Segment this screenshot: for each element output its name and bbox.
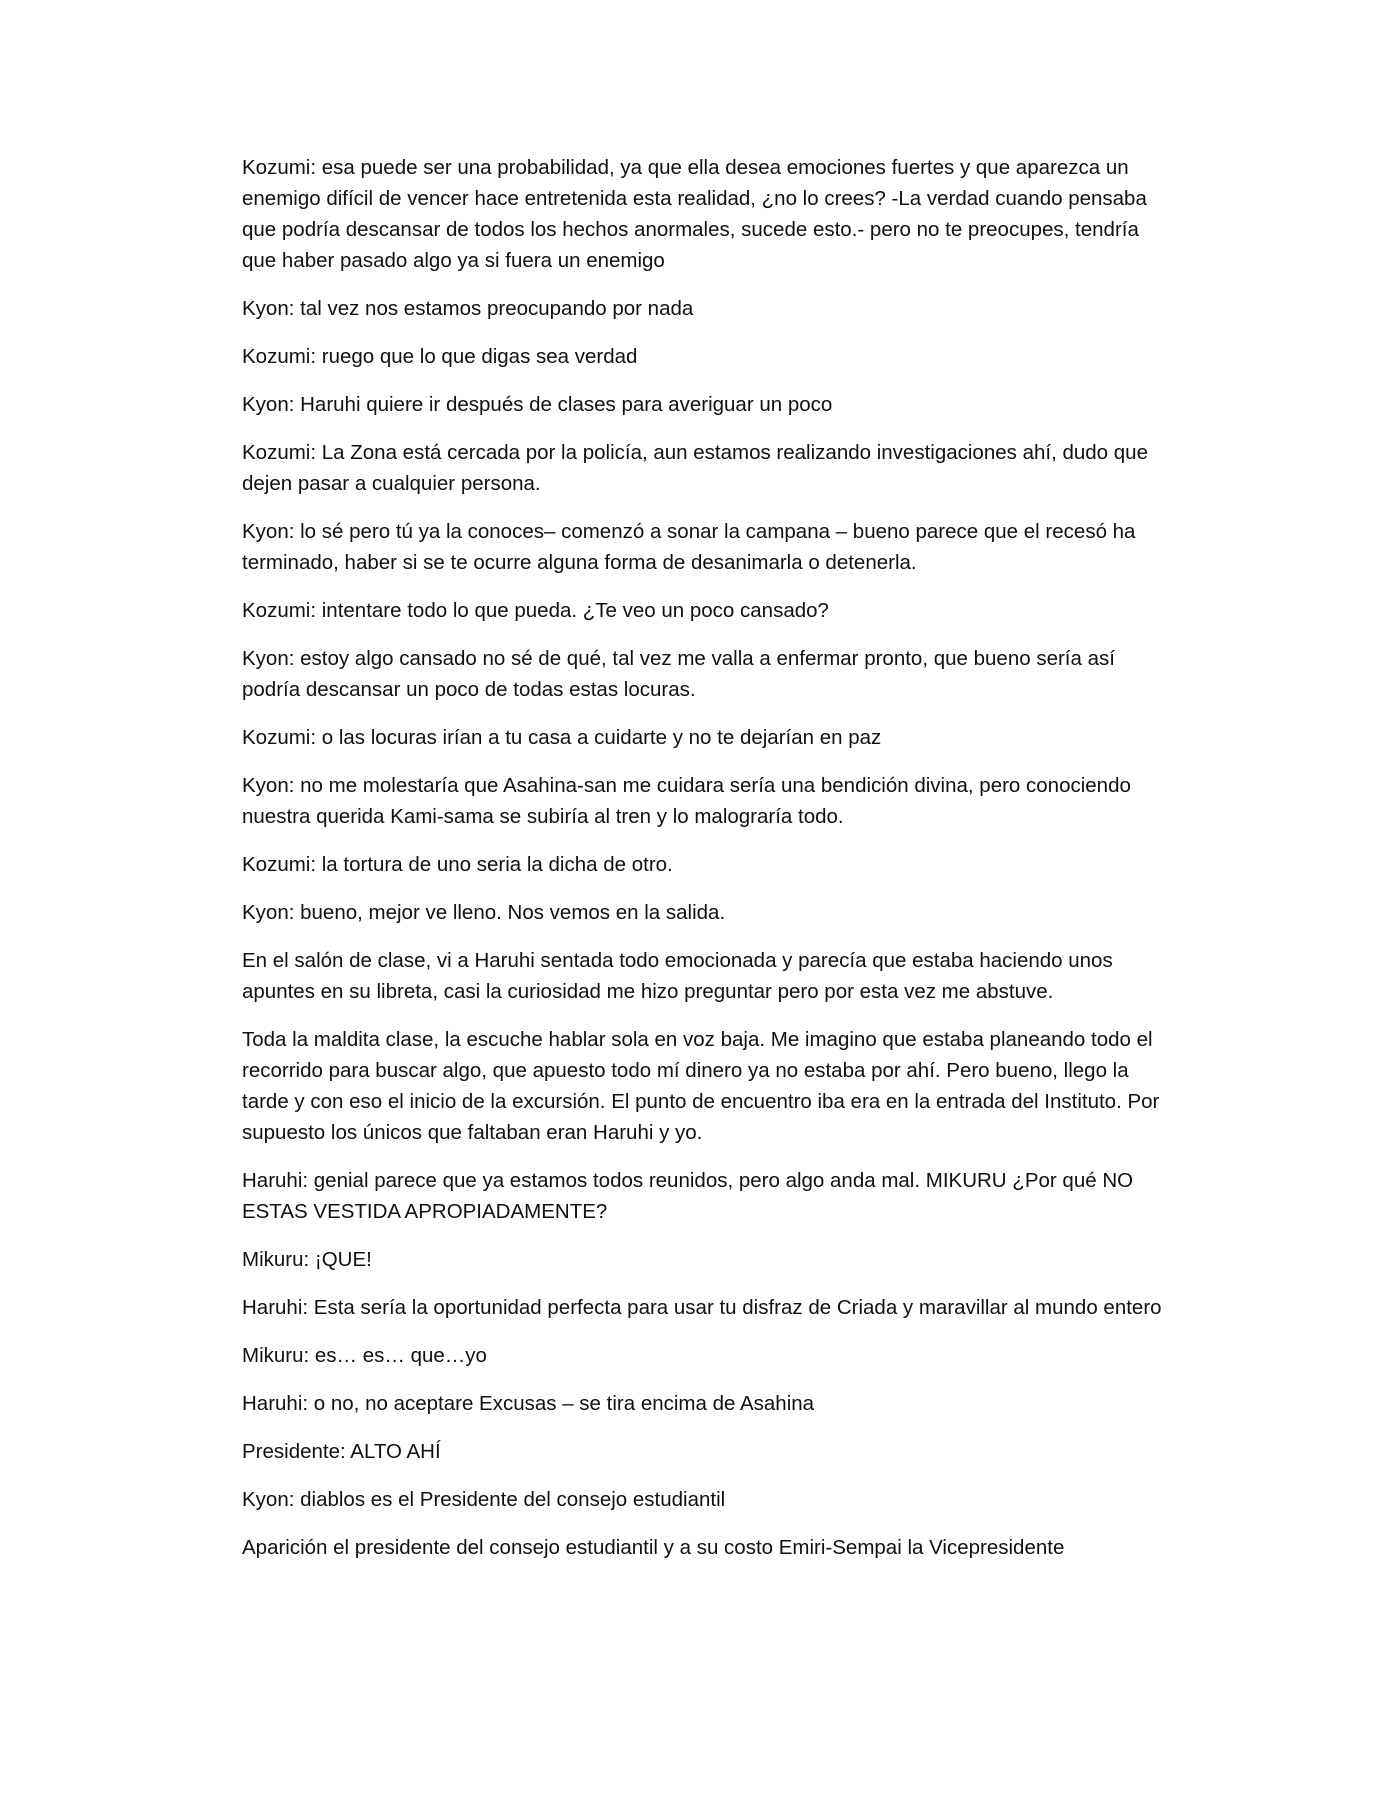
paragraph: Kozumi: La Zona está cercada por la policía, aun estamos realizando investigaciones ahí, dudo que dejen pasar a cualquier persona. [242, 441, 1148, 495]
paragraph: Aparición el presidente del consejo estudiantil y a su costo Emiri-Sempai la Vicepresidente [242, 1536, 1065, 1559]
paragraph: En el salón de clase, vi a Haruhi sentada todo emocionada y parecía que estaba haciendo unos apuntes en su libreta, casi la curiosidad me hizo preguntar pero por esta vez me abstuve. [242, 949, 1113, 1003]
paragraph: Kyon: Haruhi quiere ir después de clases para averiguar un poco [242, 393, 833, 416]
paragraph: Kyon: bueno, mejor ve lleno. Nos vemos en la salida. [242, 901, 726, 924]
paragraph: Kyon: lo sé pero tú ya la conoces– comenzó a sonar la campana – bueno parece que el recesó ha terminado, haber si se te ocurre alguna forma de desanimarla o detenerla. [242, 520, 1136, 574]
paragraph: Kozumi: intentare todo lo que pueda. ¿Te veo un poco cansado? [242, 599, 829, 622]
paragraph: Presidente: ALTO AHÍ [242, 1440, 441, 1463]
paragraph: Mikuru: es… es… que…yo [242, 1344, 487, 1367]
paragraph: Kyon: tal vez nos estamos preocupando por nada [242, 297, 694, 320]
paragraph: Kozumi: la tortura de uno seria la dicha de otro. [242, 853, 673, 876]
paragraph: Kyon: no me molestaría que Asahina-san me cuidara sería una bendición divina, pero conociendo nuestra querida Kami-sama se subiría al tren y lo malograría todo. [242, 774, 1131, 828]
paragraph: Kyon: diablos es el Presidente del consejo estudiantil [242, 1488, 726, 1511]
paragraph: Toda la maldita clase, la escuche hablar sola en voz baja. Me imagino que estaba planeando todo el recorrido para buscar algo, que apuesto todo mí dinero ya no estaba por ahí. Pero bueno, llego la tarde y con eso el inicio de la excursión. El punto de encuentro iba era en la entrada del Instituto. Por supuesto los únicos que faltaban eran Haruhi y yo. [242, 1028, 1160, 1144]
document-body [242, 152, 1162, 1580]
paragraph: Kyon: estoy algo cansado no sé de qué, tal vez me valla a enfermar pronto, que bueno sería así podría descansar un poco de todas estas locuras. [242, 647, 1115, 701]
paragraph: Haruhi: o no, no aceptare Excusas – se tira encima de Asahina [242, 1392, 815, 1415]
paragraph: Kozumi: esa puede ser una probabilidad, ya que ella desea emociones fuertes y que aparezca un enemigo difícil de vencer hace entretenida esta realidad, ¿no lo crees? -La verdad cuando pensaba que podría descansar de todos los hechos anormales, sucede esto.- pero no te preocupes, tendría que haber pasado algo ya si fuera un enemigo [242, 156, 1147, 272]
paragraph: Mikuru: ¡QUE! [242, 1248, 372, 1271]
paragraph: Haruhi: Esta sería la oportunidad perfecta para usar tu disfraz de Criada y maravillar al mundo entero [242, 1296, 1162, 1319]
paragraph: Haruhi: genial parece que ya estamos todos reunidos, pero algo anda mal. MIKURU ¿Por qué NO ESTAS VESTIDA APROPIADAMENTE? [242, 1169, 1134, 1223]
paragraph: Kozumi: ruego que lo que digas sea verdad [242, 345, 638, 368]
paragraph: Kozumi: o las locuras irían a tu casa a cuidarte y no te dejarían en paz [242, 726, 882, 749]
